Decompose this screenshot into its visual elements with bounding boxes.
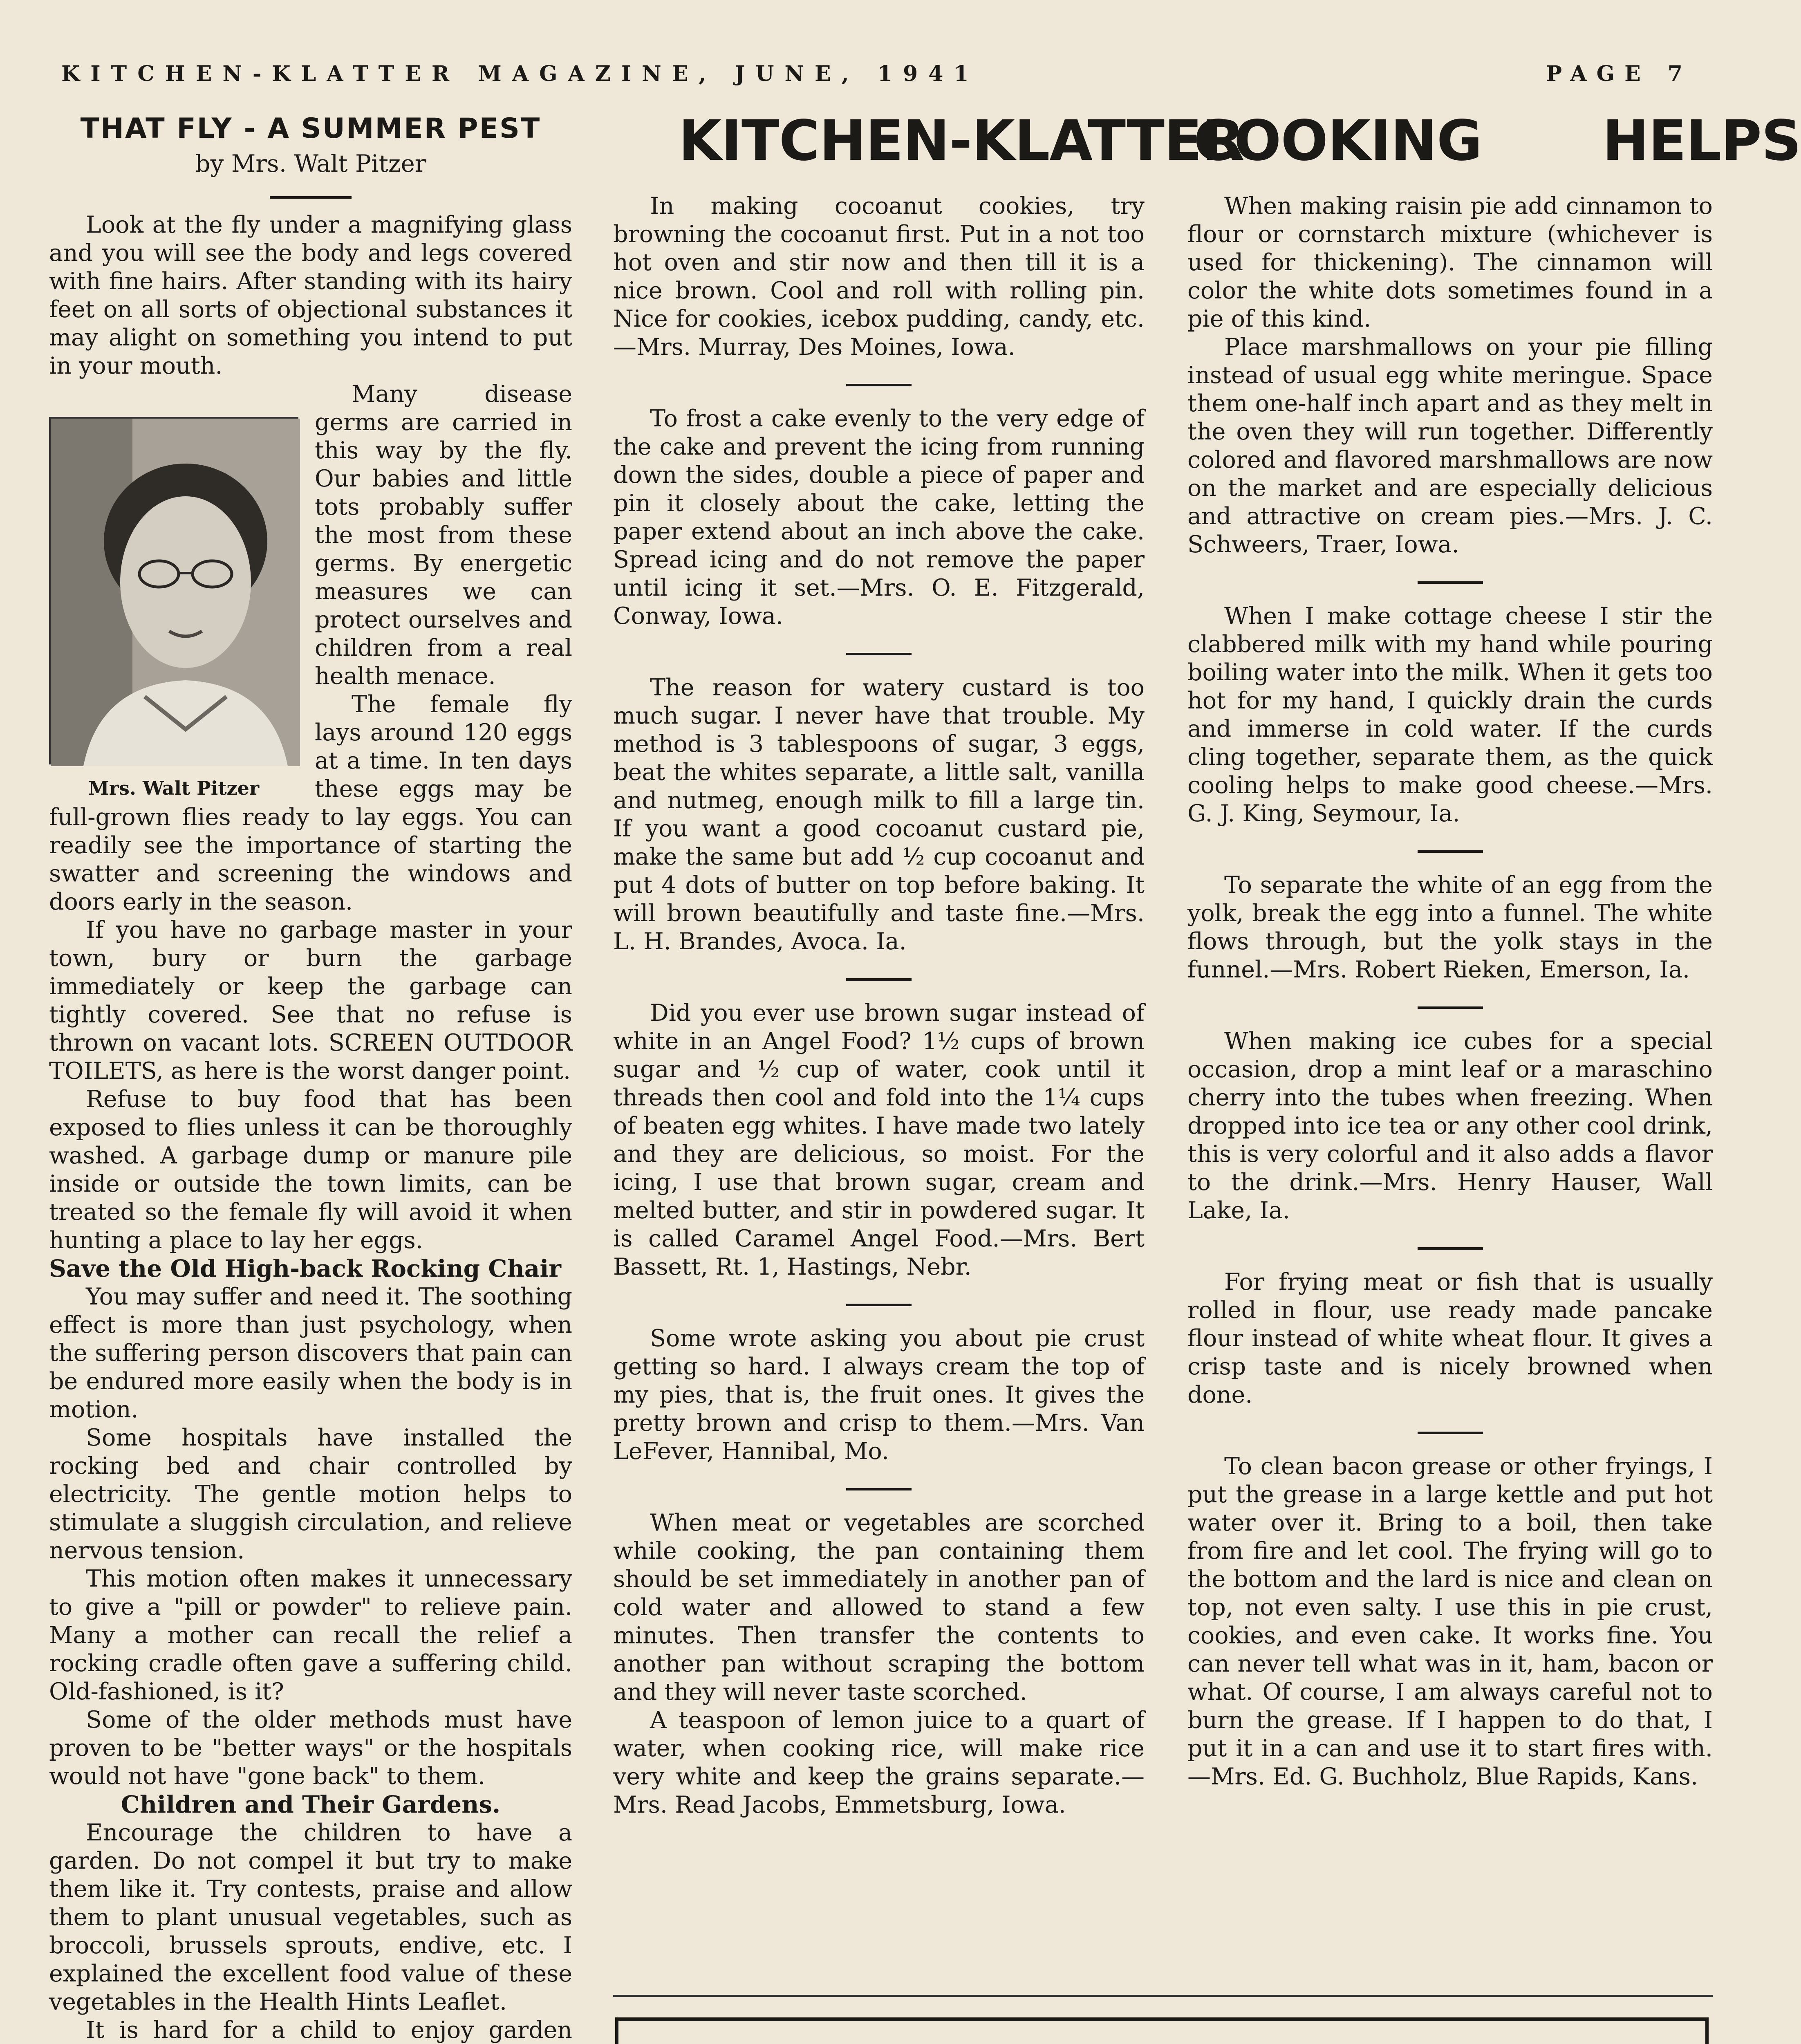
title-word-2: COOKING: [1194, 109, 1482, 173]
separator: [1418, 1006, 1483, 1009]
tip: To frost a cake evenly to the very edge of the cake and prevent the icing from running down the sides, double a piece of paper and pin it closely about the cake, letting the paper extend about an inch above the cake. Spread icing and do not remove the paper until icing it set.—Mrs. O. E. Fitzgerald, Conway, Iowa.: [613, 405, 1145, 630]
cooking-helps-column-3: [1187, 192, 1713, 1791]
portrait-image: [51, 419, 300, 766]
tip: When making raisin pie add cinnamon to flour or cornstarch mixture (whichever is used for thickening). The cinnamon will color the white dots sometimes found in a pie of this kind.: [1187, 193, 1713, 332]
tip: Did you ever use brown sugar instead of white in an Angel Food? 1½ cups of brown sugar and ½ cup of water, cook until it threads then cool and fold into the 1¼ cups of beaten egg whites. I have made two lately and they are delicious, so moist. For the icing, I use that brown sugar, cream and melted butter, and stir in powdered sugar. It is called Caramel Angel Food.—Mrs. Bert Bassett, Rt. 1, Hastings, Nebr.: [613, 1000, 1145, 1280]
paragraph: Some of the older methods must have proven to be "better ways" or the hospitals would not have "gone back" to them.: [49, 1706, 572, 1790]
cooking-helps-title: [613, 106, 1801, 176]
paragraph: Many disease germs are carried in this way by the fly. Our babies and little tots probably suffer the most from these germs. By energetic measures we can protect ourselves and children from a real health menace.: [315, 381, 572, 690]
tip: Place marshmallows on your pie filling instead of usual egg white meringue. Space them one-half inch apart and as they melt in the oven they will run together. Differently colored and flavored marshmallows are now on the market and are especially delicious and attractive on cream pies.—Mrs. J. C. Schweers, Traer, Iowa.: [1187, 334, 1713, 558]
paragraph: If you have no garbage master in your town, bury or burn the garbage immediately or keep the garbage can tightly covered. See that no refuse is thrown on vacant lots. SCREEN OUTDOOR TOILETS, as here is the worst danger point.: [49, 917, 572, 1085]
author-photo: [49, 417, 298, 764]
article-title: THAT FLY - A SUMMER PEST: [80, 112, 541, 145]
watto-advertisement: [615, 2017, 1709, 2044]
paragraph: Look at the fly under a magnifying glass and you will see the body and legs covered with fine hairs. After standing with its hairy feet on all sorts of objectional substances it may alight on something you intend to put in your mouth.: [49, 211, 572, 379]
subheading: Save the Old High-back Rocking Chair: [49, 1255, 561, 1282]
separator: [1418, 1432, 1483, 1434]
paragraph: Some hospitals have installed the rocking bed and chair controlled by electricity. The gentle motion helps to stimulate a sluggish circulation, and relieve nervous tension.: [49, 1424, 572, 1564]
page-number: PAGE 7: [1546, 61, 1692, 86]
title-word-3: HELPS: [1602, 109, 1801, 173]
fly-article: [49, 110, 572, 2044]
paragraph: This motion often makes it unnecessary to give a "pill or powder" to relieve pain. Many a mother can recall the relief a rocking cradle often gave a suffering child. Old-fashioned, is it?: [49, 1565, 572, 1705]
tip: A teaspoon of lemon juice to a quart of water, when cooking rice, will make rice very white and keep the grains separate.—Mrs. Read Jacobs, Emmetsburg, Iowa.: [613, 1707, 1145, 1818]
separator: [846, 653, 912, 655]
cooking-helps-column-2: [613, 192, 1145, 1819]
paragraph: The female fly lays around 120 eggs at a time. In ten days these eggs may be full-grown flies ready to lay eggs. You can readily see the importance of starting the swatter and screening the windows and doors early in the season.: [49, 691, 572, 915]
paragraph: It is hard for a child to enjoy garden: [86, 2017, 572, 2044]
masthead: KITCHEN-KLATTER MAGAZINE, JUNE, 1941: [61, 61, 979, 86]
separator: [846, 978, 912, 981]
author-photo-block: [49, 380, 298, 797]
separator: [1418, 581, 1483, 584]
running-head: [61, 61, 1692, 94]
tip: To separate the white of an egg from the yolk, break the egg into a funnel. The white flows through, but the yolk stays in the funnel.—Mrs. Robert Rieken, Emerson, Ia.: [1187, 872, 1713, 983]
subheading: Children and Their Gardens.: [121, 1791, 501, 1818]
title-rule: [270, 196, 352, 199]
tip: When making ice cubes for a special occasion, drop a mint leaf or a maraschino cherry into the tubes when freezing. When dropped into ice tea or any other cool drink, this is very colorful and it also adds a flavor to the drink.—Mrs. Henry Hauser, Wall Lake, Ia.: [1187, 1028, 1713, 1224]
tip: When I make cottage cheese I stir the clabbered milk with my hand while pouring boiling water into the milk. When it gets too hot for my hand, I quickly drain the curds and immerse in cold water. If the curds cling together, separate them, as the quick cooling helps to make good cheese.—Mrs. G. J. King, Seymour, Ia.: [1187, 603, 1713, 827]
photo-caption: Mrs. Walt Pitzer: [88, 777, 260, 799]
paragraph: You may suffer and need it. The soothing effect is more than just psychology, when the suffering person discovers that pain can be endured more easily when the body is in motion.: [49, 1283, 572, 1423]
tip: The reason for watery custard is too much sugar. I never have that trouble. My method is 3 tablespoons of sugar, 3 eggs, beat the whites separate, a little salt, vanilla and nutmeg, enough milk to fill a large tin. If you want a good cocoanut custard pie, make the same but add ½ cup cocoanut and put 4 dots of butter on top before baking. It will brown beautifully and taste fine.—Mrs. L. H. Brandes, Avoca. Ia.: [613, 674, 1145, 955]
tip: When meat or vegetables are scorched while cooking, the pan containing them should be set immediately in another pan of cold water and allowed to stand a few minutes. Then transfer the contents to another pan without scraping the bottom and they will never taste scorched.: [613, 1509, 1145, 1706]
title-word-1: KITCHEN-KLATTER: [679, 109, 1244, 173]
tip: In making cocoanut cookies, try browning the cocoanut first. Put in a not too hot oven and stir now and then till it is a nice brown. Cool and roll with rolling pin. Nice for cookies, icebox pudding, candy, etc.—Mrs. Murray, Des Moines, Iowa.: [613, 193, 1145, 361]
tip: For frying meat or fish that is usually rolled in flour, use ready made pancake flour instead of white wheat flour. It gives a crisp taste and is nicely browned when done.: [1187, 1269, 1713, 1408]
separator: [1418, 1247, 1483, 1250]
tip: To clean bacon grease or other fryings, I put the grease in a large kettle and put hot water over it. Bring to a boil, then take from fire and let cool. The frying will go to the bottom and the lard is nice and clean on top, not even salty. I use this in pie crust, cookies, and even cake. It works fine. You can never tell what was in it, ham, bacon or what. Of course, I am always careful not to burn the grease. If I happen to do that, I put it in a can and use it to start fires with.—Mrs. Ed. G. Buchholz, Blue Rapids, Kans.: [1187, 1453, 1713, 1790]
tip: Some wrote asking you about pie crust getting so hard. I always cream the top of my pies, that is, the fruit ones. It gives the pretty brown and crisp to them.—Mrs. Van LeFever, Hannibal, Mo.: [613, 1325, 1145, 1465]
paragraph: Refuse to buy food that has been exposed to flies unless it can be thoroughly washed. A garbage dump or manure pile inside or outside the town limits, can be treated so the female fly will avoid it when hunting a place to lay her eggs.: [49, 1086, 572, 1254]
ad-top-rule: [613, 1995, 1713, 1997]
article-byline: by Mrs. Walt Pitzer: [195, 150, 426, 177]
separator: [1418, 850, 1483, 853]
separator: [846, 1488, 912, 1490]
paragraph: Encourage the children to have a garden. Do not compel it but try to make them like it. Try contests, praise and allow them to plant unusual vegetables, such as broccoli, brussels sprouts, endive, etc. I explained the excellent food value of these vegetables in the Health Hints Leaflet.: [49, 1819, 572, 2015]
separator: [846, 384, 912, 386]
separator: [846, 1304, 912, 1306]
